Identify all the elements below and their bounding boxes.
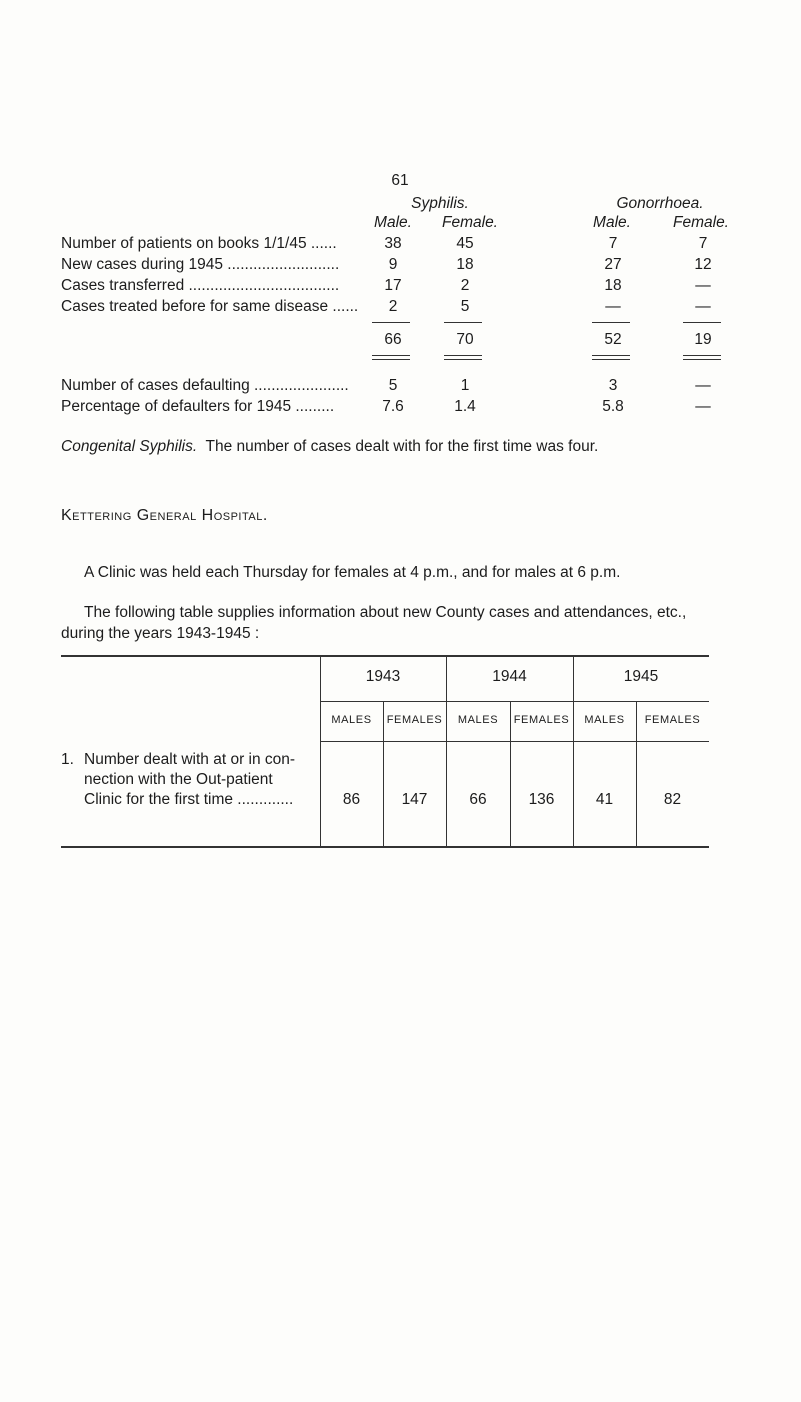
col-male: Male. [374,214,412,231]
cell: 38 [384,235,402,252]
sum-rule [592,322,630,323]
table-bottom-border [61,846,709,848]
cell: 136 [528,791,555,808]
congenital-syphilis-note [61,438,598,456]
congenital-title: Congenital Syphilis. [61,438,198,455]
group-gonorrhoea: Gonorrhoea. [616,195,704,212]
col-male: Male. [593,214,631,231]
subheader-rule [320,741,709,742]
subheader-females: FEMALES [644,714,701,726]
cell: 27 [604,256,622,273]
subheader-males: MALES [584,714,625,726]
cell: 18 [604,277,622,294]
cell: 5 [460,298,470,315]
row-label: Number of cases defaulting ...................... [61,377,349,394]
cell: 5 [388,377,398,394]
year-header: 1944 [492,668,527,685]
cell: 1 [460,377,470,394]
year-header: 1945 [623,668,659,685]
table-intro-line1: The following table supplies information about new County cases and attendances, etc., [84,604,687,621]
total-cell: 19 [694,331,712,348]
sum-rule [444,322,482,323]
cell: 3 [608,377,618,394]
cell: 18 [456,256,474,273]
cell: 82 [663,791,682,808]
row-label: Clinic for the first time ............. [84,791,294,808]
cell: 12 [694,256,712,273]
cell: 7 [608,235,618,252]
cell: — [695,298,711,315]
row-label: Cases transferred ................................... [61,277,340,294]
total-cell: 52 [604,331,622,348]
row-number: 1. [61,751,74,768]
row-label: nection with the Out-patient [84,771,273,788]
sum-rule [683,322,721,323]
group-syphilis: Syphilis. [411,195,469,212]
row-label: New cases during 1945 .......................... [61,256,340,273]
cell: — [695,398,711,415]
cell: 2 [388,298,398,315]
table-intro-line2: during the years 1943-1945 : [61,625,260,642]
total-cell: 70 [456,331,474,348]
sum-rule [372,322,410,323]
subheader-females: FEMALES [386,714,443,726]
cell: 7 [698,235,708,252]
cell: — [695,377,711,394]
clinic-schedule-text: A Clinic was held each Thursday for females at 4 p.m., and for males at 6 p.m. [84,564,621,581]
cell: 86 [342,791,361,808]
total-double-rule [592,355,630,360]
total-double-rule [444,355,482,360]
cell: 1.4 [454,398,476,415]
cell: — [695,277,711,294]
row-label: Cases treated before for same disease ...... [61,298,359,315]
cell: 9 [388,256,398,273]
table-top-border [61,655,709,657]
subheader-males: MALES [331,714,372,726]
year-header: 1943 [365,668,401,685]
col-female: Female. [673,214,729,231]
total-double-rule [683,355,721,360]
cell: 2 [460,277,470,294]
page-number: 61 [391,172,409,189]
row-label: Number of patients on books 1/1/45 ...... [61,235,337,252]
col-female: Female. [442,214,498,231]
total-cell: 66 [384,331,402,348]
cell: 41 [595,791,614,808]
subheader-females: FEMALES [513,714,570,726]
total-double-rule [372,355,410,360]
row-label: Number dealt with at or in con- [84,751,296,768]
year-header-rule [320,701,709,702]
cell: 7.6 [382,398,404,415]
subheader-males: MALES [457,714,499,726]
cell: — [605,298,621,315]
cell: 66 [469,791,487,808]
congenital-text: The number of cases dealt with for the first time was four. [205,438,599,455]
section-heading-kettering: Kettering General Hospital. [61,507,268,524]
cell: 147 [401,791,428,808]
row-label: Percentage of defaulters for 1945 ......... [61,398,335,415]
cell: 45 [456,235,474,252]
cell: 17 [384,277,402,294]
cell: 5.8 [602,398,624,415]
